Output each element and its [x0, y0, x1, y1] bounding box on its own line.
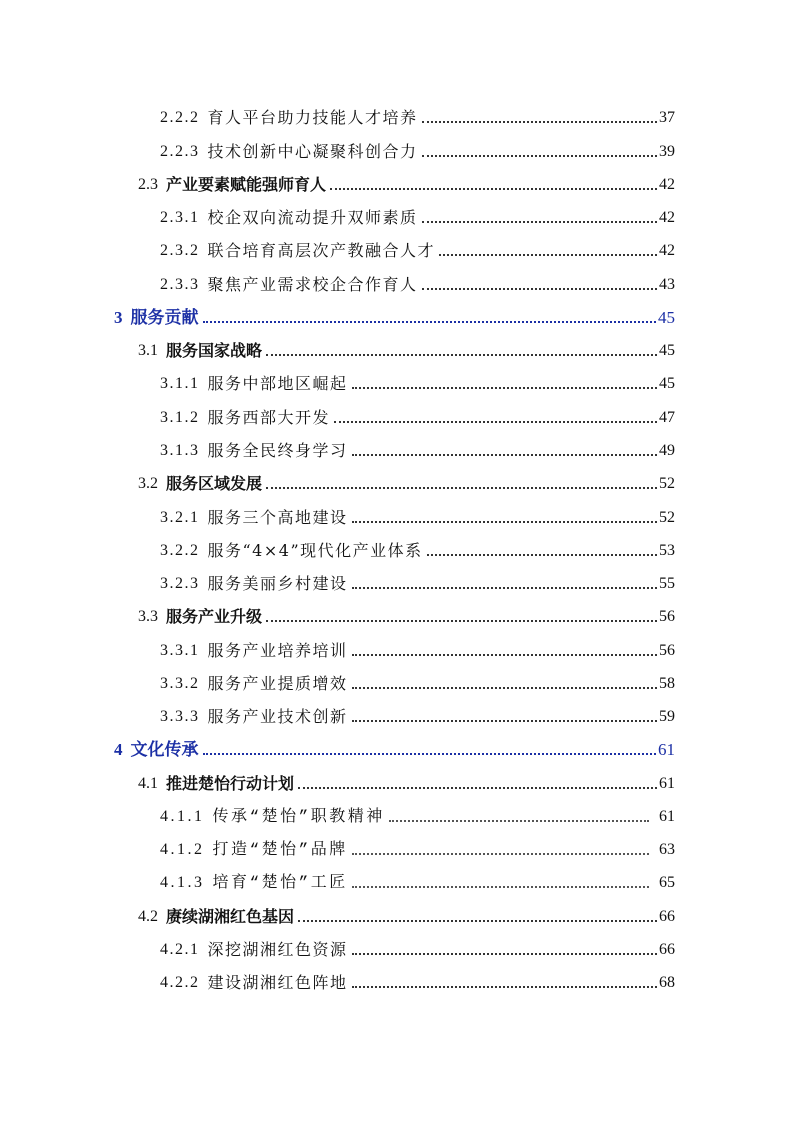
toc-entry-page: 45 — [659, 342, 675, 359]
dot-leader — [422, 221, 657, 223]
toc-entry-title: 技术创新中心凝聚科创合力 — [207, 142, 418, 161]
toc-entry-title: 服务国家战略 — [166, 341, 263, 360]
toc-entry-3[interactable] — [114, 304, 675, 328]
toc-entry-3-2-3[interactable] — [160, 570, 675, 594]
toc-entry-title: 育人平台助力技能人才培养 — [207, 108, 418, 127]
dot-leader — [266, 487, 657, 489]
toc-entry-page: 65 — [659, 874, 675, 891]
dot-leader — [352, 986, 657, 988]
dot-leader — [298, 787, 657, 789]
toc-entry-number: 2.3.3 — [160, 276, 200, 293]
dot-leader — [352, 387, 657, 389]
toc-entry-title: 服务产业提质增效 — [207, 674, 348, 693]
toc-entry-page: 61 — [659, 808, 675, 825]
toc-entry-page: 52 — [659, 509, 675, 526]
toc-entry-number: 2.2.2 — [160, 109, 200, 126]
toc-entry-title: 打造“楚怡”品牌 — [212, 841, 348, 859]
toc-entry-page: 59 — [659, 708, 675, 725]
toc-entry-page: 56 — [659, 608, 675, 625]
toc-entry-page: 47 — [659, 409, 675, 426]
dot-leader — [352, 687, 657, 689]
toc-entry-2-3-3[interactable] — [160, 271, 675, 295]
toc-entry-3-2[interactable] — [138, 470, 675, 494]
toc-entry-2-3[interactable] — [138, 171, 675, 195]
toc-entry-page: 37 — [659, 109, 675, 126]
toc-entry-page: 39 — [659, 143, 675, 160]
toc-entry-title: 建设湖湘红色阵地 — [207, 973, 348, 992]
toc-entry-page: 45 — [658, 308, 675, 327]
dot-leader — [330, 188, 657, 190]
toc-entry-4-1[interactable] — [138, 770, 675, 794]
toc-entry-number: 4.1.2 — [160, 841, 205, 858]
dot-leader — [352, 853, 649, 855]
toc-entry-3-2-2[interactable] — [160, 537, 675, 561]
toc-entry-number: 4.1 — [138, 775, 158, 792]
toc-entry-title: 服务“4×4”现代化产业体系 — [207, 541, 423, 560]
toc-entry-title: 服务全民终身学习 — [207, 441, 348, 460]
toc-entry-4-2-1[interactable] — [160, 936, 675, 960]
toc-entry-number: 3.3.2 — [160, 675, 200, 692]
toc-entry-title: 服务西部大开发 — [207, 408, 331, 427]
toc-entry-page: 66 — [659, 908, 675, 925]
toc-entry-number: 3 — [114, 308, 123, 327]
toc-entry-2-3-2[interactable] — [160, 237, 675, 261]
toc-entry-number: 3.2 — [138, 475, 158, 492]
dot-leader — [352, 521, 657, 523]
toc-entry-page: 49 — [659, 442, 675, 459]
toc-entry-number: 3.1.1 — [160, 375, 200, 392]
toc-entry-4-1-1[interactable] — [160, 803, 675, 827]
toc-entry-title: 服务中部地区崛起 — [207, 374, 348, 393]
toc-entry-2-3-1[interactable] — [160, 204, 675, 228]
toc-entry-number: 3.2.2 — [160, 542, 200, 559]
toc-entry-4-1-3[interactable] — [160, 869, 675, 893]
toc-entry-page: 42 — [659, 176, 675, 193]
dot-leader — [352, 654, 657, 656]
toc-entry-title: 产业要素赋能强师育人 — [166, 175, 327, 194]
toc-entry-page: 45 — [659, 375, 675, 392]
toc-entry-title: 服务三个高地建设 — [207, 508, 348, 527]
toc-entry-number: 4.2 — [138, 908, 158, 925]
toc-entry-page: 43 — [659, 276, 675, 293]
toc-entry-page: 61 — [658, 740, 675, 759]
dot-leader — [352, 886, 649, 888]
toc-entry-title: 文化传承 — [130, 740, 199, 760]
dot-leader — [439, 254, 657, 256]
toc-entry-number: 2.3.2 — [160, 242, 200, 259]
toc-entry-page: 61 — [659, 775, 675, 792]
toc-entry-number: 2.3.1 — [160, 209, 200, 226]
toc-entry-page: 66 — [659, 941, 675, 958]
toc-entry-title: 培育“楚怡”工匠 — [212, 874, 348, 892]
toc-entry-title: 聚焦产业需求校企合作育人 — [207, 275, 418, 294]
dot-leader — [352, 454, 657, 456]
toc-entry-2-2-2[interactable] — [160, 104, 675, 128]
toc-entry-title: 服务产业技术创新 — [207, 707, 348, 726]
toc-entry-number: 4 — [114, 740, 123, 759]
toc-entry-title: 联合培育高层次产教融合人才 — [207, 241, 436, 260]
toc-entry-number: 3.1.3 — [160, 442, 200, 459]
toc-entry-title: 深挖湖湘红色资源 — [207, 940, 348, 959]
toc-entry-4-2-2[interactable] — [160, 969, 675, 993]
dot-leader — [266, 354, 657, 356]
toc-entry-3-2-1[interactable] — [160, 504, 675, 528]
dot-leader — [427, 554, 657, 556]
toc-entry-title: 服务产业培养培训 — [207, 641, 348, 660]
toc-entry-number: 4.1.1 — [160, 808, 205, 825]
toc-entry-number: 3.3.3 — [160, 708, 200, 725]
toc-entry-page: 56 — [659, 642, 675, 659]
toc-entry-title: 校企双向流动提升双师素质 — [207, 208, 418, 227]
toc-entry-number: 3.2.1 — [160, 509, 200, 526]
toc-entry-title: 服务美丽乡村建设 — [207, 574, 348, 593]
dot-leader — [389, 820, 649, 822]
dot-leader — [334, 421, 657, 423]
toc-entry-number: 4.1.3 — [160, 874, 205, 891]
dot-leader — [352, 953, 657, 955]
toc-entry-number: 3.3.1 — [160, 642, 200, 659]
toc-entry-number: 3.1 — [138, 342, 158, 359]
toc-entry-number: 2.2.3 — [160, 143, 200, 160]
toc-entry-3-1-3[interactable] — [160, 437, 675, 461]
toc-entry-4[interactable] — [114, 736, 675, 760]
toc-entry-3-3[interactable] — [138, 603, 675, 627]
toc-entry-3-3-1[interactable] — [160, 637, 675, 661]
toc-entry-title: 推进楚怡行动计划 — [166, 774, 295, 793]
toc-entry-number: 3.1.2 — [160, 409, 200, 426]
toc-entry-number: 4.2.2 — [160, 974, 200, 991]
toc-entry-number: 3.3 — [138, 608, 158, 625]
toc-entry-2-2-3[interactable] — [160, 138, 675, 162]
toc-entry-title: 服务区域发展 — [166, 474, 263, 493]
toc-entry-number: 3.2.3 — [160, 575, 200, 592]
dot-leader — [352, 587, 657, 589]
dot-leader — [422, 155, 657, 157]
toc-entry-page: 42 — [659, 242, 675, 259]
toc-entry-3-3-3[interactable] — [160, 703, 675, 727]
toc-entry-title: 服务产业升级 — [166, 607, 263, 626]
toc-entry-number: 4.2.1 — [160, 941, 200, 958]
dot-leader — [422, 121, 657, 123]
toc-entry-page: 53 — [659, 542, 675, 559]
toc-entry-3-3-2[interactable] — [160, 670, 675, 694]
toc-entry-title: 赓续湖湘红色基因 — [166, 907, 295, 926]
dot-leader — [352, 720, 657, 722]
toc-entry-number: 2.3 — [138, 176, 158, 193]
toc-entry-title: 服务贡献 — [130, 308, 199, 328]
toc-entry-4-1-2[interactable] — [160, 836, 675, 860]
toc-entry-page: 52 — [659, 475, 675, 492]
toc-entry-page: 58 — [659, 675, 675, 692]
dot-leader — [266, 620, 657, 622]
toc-entry-page: 42 — [659, 209, 675, 226]
toc-entry-3-1[interactable] — [138, 337, 675, 361]
toc-entry-4-2[interactable] — [138, 903, 675, 927]
toc-entry-3-1-2[interactable] — [160, 404, 675, 428]
toc-entry-3-1-1[interactable] — [160, 370, 675, 394]
toc-entry-title: 传承“楚怡”职教精神 — [212, 808, 385, 826]
dot-leader — [203, 321, 657, 323]
dot-leader — [298, 920, 657, 922]
toc-entry-page: 63 — [659, 841, 675, 858]
dot-leader — [422, 288, 657, 290]
dot-leader — [203, 753, 657, 755]
toc-entry-page: 68 — [659, 974, 675, 991]
toc-entry-page: 55 — [659, 575, 675, 592]
